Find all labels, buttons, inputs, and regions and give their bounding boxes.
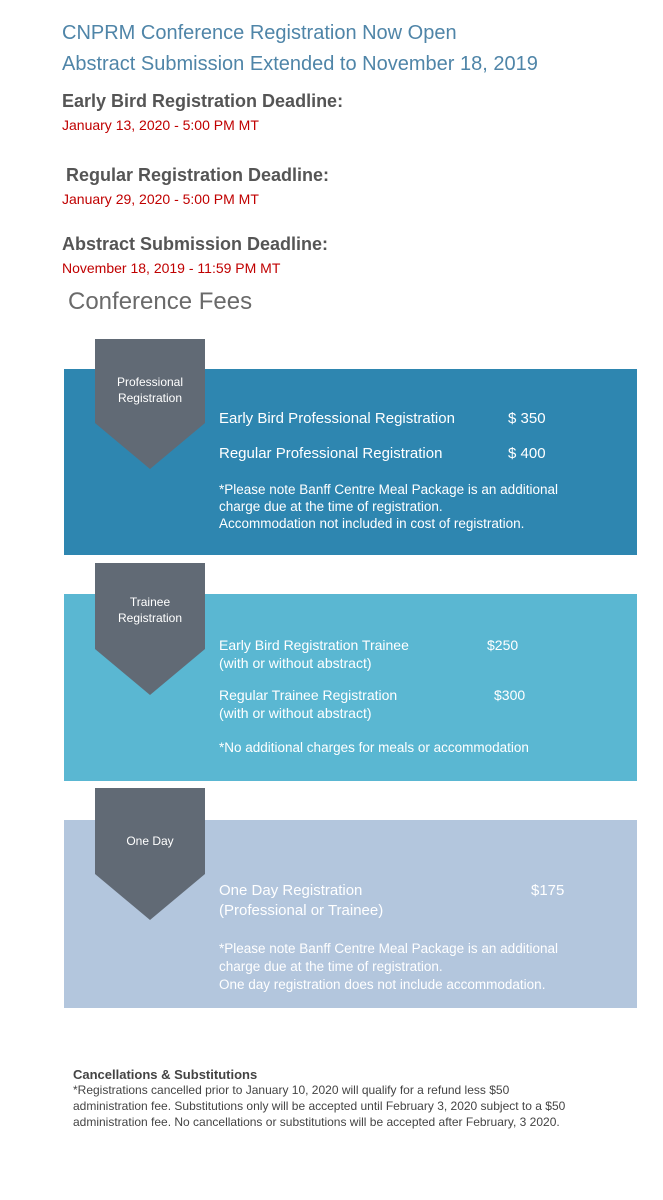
professional-ribbon-line1: Professional <box>116 375 184 389</box>
early-bird-deadline-date: January 13, 2020 - 5:00 PM MT <box>62 117 259 133</box>
fee-note-line: Accommodation not included in cost of registration. <box>219 516 525 531</box>
fee-note-line: charge due at the time of registration. <box>219 499 443 514</box>
conference-fees-title: Conference Fees <box>68 288 253 315</box>
fee-note-line: *Please note Banff Centre Meal Package is an additional <box>219 482 558 497</box>
fee-note-line: charge due at the time of registration. <box>219 959 443 974</box>
cancellations-text-line: administration fee. Substitutions only will be accepted until February 3, 2020 subject to a $50 <box>73 1099 566 1113</box>
trainee-ribbon-arrow <box>95 649 205 695</box>
fee-note-line: *Please note Banff Centre Meal Package is an additional <box>219 941 558 956</box>
fee-item-price: $300 <box>494 687 526 703</box>
trainee-ribbon-line2: Registration <box>117 611 183 625</box>
fee-item-name: Early Bird Professional Registration <box>219 410 455 427</box>
fee-item-price: $ 350 <box>508 410 546 427</box>
fee-note-line: One day registration does not include accommodation. <box>219 977 546 992</box>
one-day-ribbon-arrow <box>95 874 205 920</box>
professional-ribbon <box>95 339 205 423</box>
abstract-deadline-label: Abstract Submission Deadline: <box>62 234 329 254</box>
trainee-ribbon <box>95 563 205 649</box>
regular-deadline-label: Regular Registration Deadline: <box>66 165 330 185</box>
one-day-ribbon-line1: One Day <box>126 834 174 848</box>
cancellations-title: Cancellations & Substitutions <box>73 1067 258 1082</box>
one-day-ribbon <box>95 788 205 874</box>
fee-item-price: $ 400 <box>508 445 546 462</box>
early-bird-deadline-label: Early Bird Registration Deadline: <box>62 91 344 111</box>
fee-item-name: Regular Professional Registration <box>219 445 443 462</box>
fee-note-line: *No additional charges for meals or accommodation <box>219 740 529 755</box>
professional-ribbon-arrow <box>95 423 205 469</box>
fee-item-name: Regular Trainee Registration <box>219 687 398 703</box>
fee-item-price: $250 <box>487 637 519 653</box>
abstract-extension-headline: Abstract Submission Extended to November 18, 2019 <box>62 53 538 75</box>
fee-item-price: $175 <box>531 882 565 899</box>
fee-item-sub: (with or without abstract) <box>219 655 372 671</box>
trainee-ribbon-line1: Trainee <box>129 595 171 609</box>
regular-deadline-date: January 29, 2020 - 5:00 PM MT <box>62 191 259 207</box>
abstract-deadline-date: November 18, 2019 - 11:59 PM MT <box>62 260 281 276</box>
fee-item-name: One Day Registration <box>219 882 363 899</box>
fee-item-sub: (with or without abstract) <box>219 705 372 721</box>
professional-ribbon-line2: Registration <box>117 391 182 405</box>
fee-item-sub: (Professional or Trainee) <box>219 902 384 919</box>
cancellations-text-line: administration fee. No cancellations or substitutions will be accepted after February, 3 2020. <box>73 1115 560 1129</box>
announcement-headline: CNPRM Conference Registration Now Open <box>62 22 457 44</box>
fee-item-name: Early Bird Registration Trainee <box>219 637 409 653</box>
cancellations-text-line: *Registrations cancelled prior to January 10, 2020 will qualify for a refund less $50 <box>73 1083 510 1097</box>
